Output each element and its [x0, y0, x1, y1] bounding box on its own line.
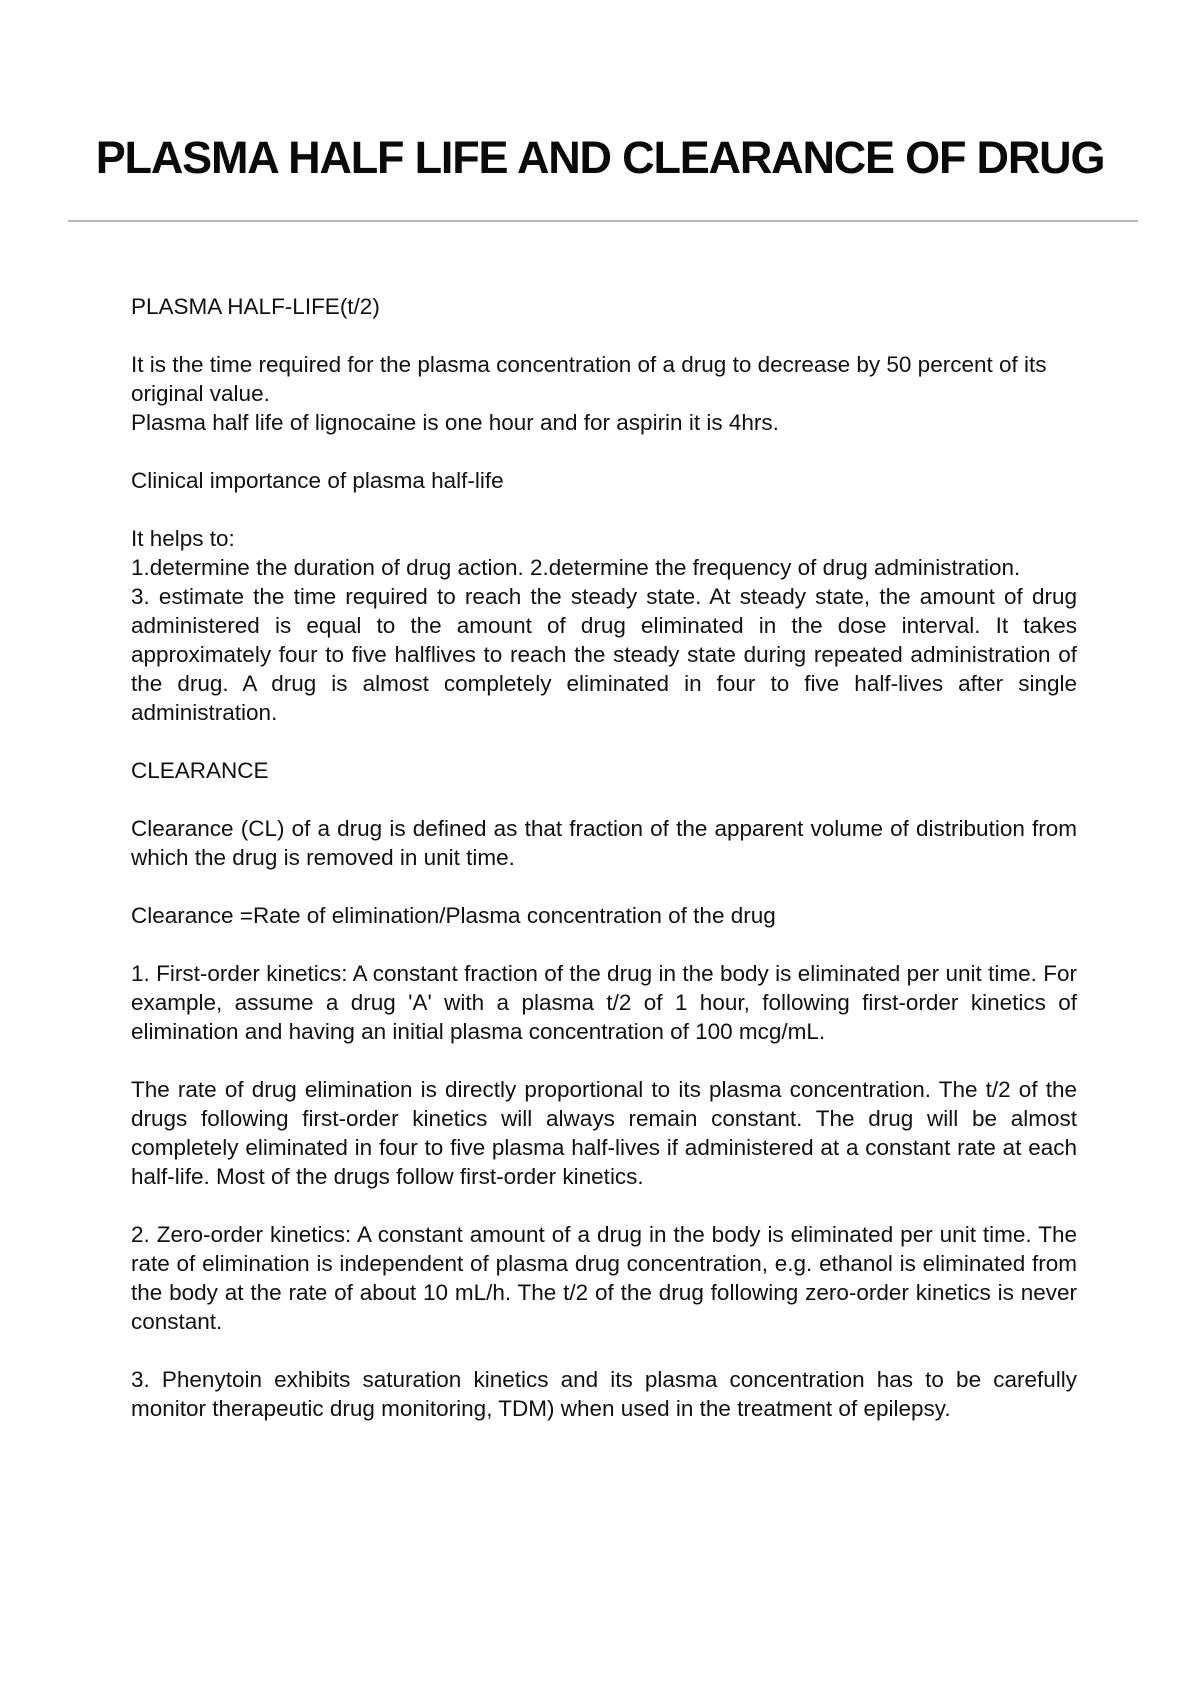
clearance-formula: Clearance =Rate of elimination/Plasma concentration of the drug	[131, 903, 776, 928]
zero-order-kinetics: 2. Zero-order kinetics: A constant amount of a drug in the body is eliminated per unit time. The rate of elimination is independent of plasma drug concentration, e.g. ethanol is eliminated from the body at the rate of about 10 mL/h. The t/2 of the drug following zero-order kinetics is never constant.	[131, 1222, 1077, 1334]
title-divider	[68, 220, 1138, 222]
half-life-heading: PLASMA HALF-LIFE(t/2)	[131, 294, 380, 319]
clearance-heading: CLEARANCE	[131, 758, 269, 783]
clearance-definition: Clearance (CL) of a drug is defined as that fraction of the apparent volume of distribution from which the drug is removed in unit time.	[131, 816, 1077, 870]
helps-to-label: It helps to:	[131, 526, 235, 551]
clinical-importance-heading: Clinical importance of plasma half-life	[131, 468, 504, 493]
document-title: PLASMA HALF LIFE AND CLEARANCE OF DRUG	[95, 132, 1105, 183]
points-one-two: 1.determine the duration of drug action. 2.determine the frequency of drug administration.	[131, 555, 1021, 580]
phenytoin-note: 3. Phenytoin exhibits saturation kinetics and its plasma concentration has to be carefully monitor therapeutic drug monitoring, TDM) when used in the treatment of epilepsy.	[131, 1367, 1077, 1421]
half-life-definition: It is the time required for the plasma concentration of a drug to decrease by 50 percent of its original value.	[131, 352, 1047, 406]
document-body	[131, 292, 1077, 1452]
first-order-rate: The rate of drug elimination is directly proportional to its plasma concentration. The t/2 of the drugs following first-order kinetics will always remain constant. The drug will be almost completely eliminated in four to five plasma half-lives if administered at a constant rate at each half-life. Most of the drugs follow first-order kinetics.	[131, 1077, 1077, 1189]
point-three: 3. estimate the time required to reach the steady state. At steady state, the amount of drug administered is equal to the amount of drug eliminated in the dose interval. It takes approximately four to five halflives to reach the steady state during repeated administration of the drug. A drug is almost completely eliminated in four to five half-lives after single administration.	[131, 584, 1077, 725]
first-order-kinetics: 1. First-order kinetics: A constant fraction of the drug in the body is eliminated per unit time. For example, assume a drug 'A' with a plasma t/2 of 1 hour, following first-order kinetics of elimination and having an initial plasma concentration of 100 mcg/mL.	[131, 961, 1077, 1044]
half-life-example: Plasma half life of lignocaine is one hour and for aspirin it is 4hrs.	[131, 410, 779, 435]
